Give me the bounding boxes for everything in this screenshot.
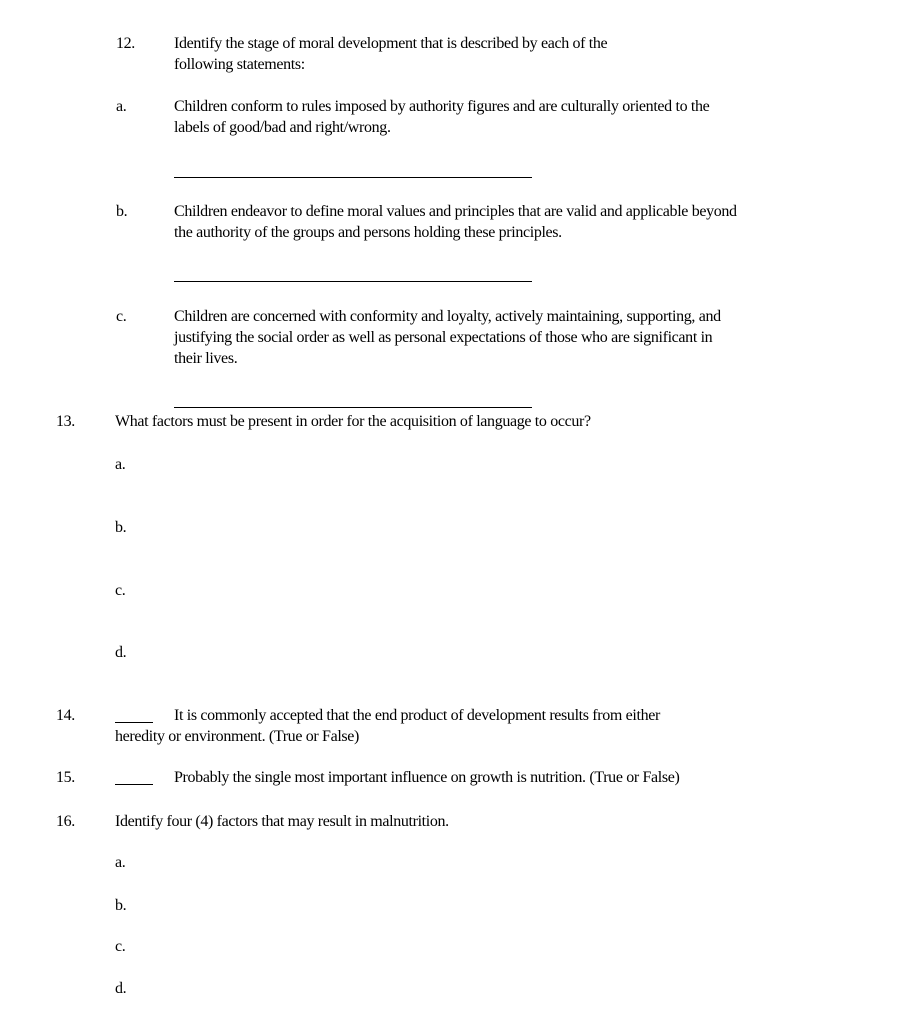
- question-14-answer-blank[interactable]: [115, 722, 153, 723]
- question-13-item-a: a.: [115, 456, 126, 473]
- question-14-text-line2: heredity or environment. (True or False): [115, 728, 360, 745]
- question-13-item-c: c.: [115, 582, 126, 599]
- question-13-number: 13.: [56, 413, 75, 430]
- question-14-text-line1: It is commonly accepted that the end product of development results from either: [174, 707, 660, 724]
- question-12-number: 12.: [116, 35, 135, 52]
- question-12a-text-line1: Children conform to rules imposed by authority figures and are culturally oriented to the: [174, 98, 710, 115]
- question-12a-label: a.: [116, 98, 127, 115]
- question-13-item-b: b.: [115, 519, 127, 536]
- question-12c-text-line3: their lives.: [174, 350, 238, 367]
- question-13-item-d: d.: [115, 644, 127, 661]
- question-16-item-d: d.: [115, 980, 127, 997]
- question-12a-answer-blank[interactable]: [174, 177, 532, 178]
- question-15-text: Probably the single most important influence on growth is nutrition. (True or False): [174, 769, 680, 786]
- question-12b-text-line1: Children endeavor to define moral values and principles that are valid and applicable beyond: [174, 203, 737, 220]
- question-16-prompt: Identify four (4) factors that may result in malnutrition.: [115, 813, 449, 830]
- question-12-prompt-line1: Identify the stage of moral development that is described by each of the: [174, 35, 608, 52]
- question-14-number: 14.: [56, 707, 75, 724]
- question-12c-answer-blank[interactable]: [174, 407, 532, 408]
- question-12a-text-line2: labels of good/bad and right/wrong.: [174, 119, 391, 136]
- question-15-number: 15.: [56, 769, 75, 786]
- question-13-prompt: What factors must be present in order for the acquisition of language to occur?: [115, 413, 591, 430]
- question-15-answer-blank[interactable]: [115, 784, 153, 785]
- question-12c-text-line1: Children are concerned with conformity and loyalty, actively maintaining, supporting, and: [174, 308, 721, 325]
- question-16-item-a: a.: [115, 854, 126, 871]
- question-12c-text-line2: justifying the social order as well as personal expectations of those who are significant in: [174, 329, 713, 346]
- question-12b-label: b.: [116, 203, 128, 220]
- question-12-prompt-line2: following statements:: [174, 56, 305, 73]
- question-12b-text-line2: the authority of the groups and persons holding these principles.: [174, 224, 562, 241]
- question-12c-label: c.: [116, 308, 127, 325]
- question-12b-answer-blank[interactable]: [174, 281, 532, 282]
- question-16-item-c: c.: [115, 938, 126, 955]
- question-16-item-b: b.: [115, 897, 127, 914]
- question-16-number: 16.: [56, 813, 75, 830]
